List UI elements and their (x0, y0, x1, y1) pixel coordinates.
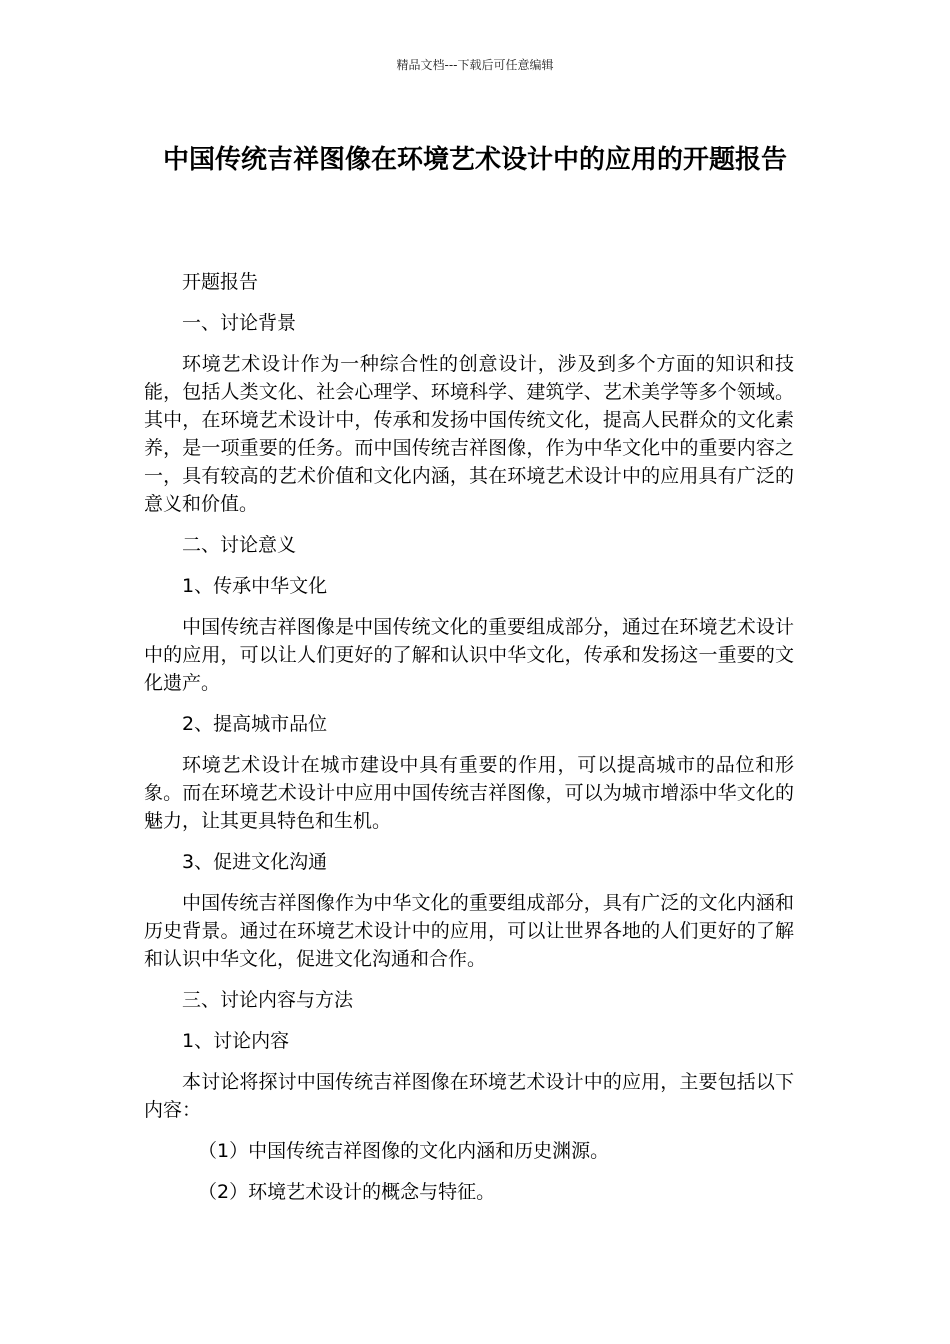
subsection-heading: 3、促进文化沟通 (182, 851, 328, 873)
header-note: 精品文档---下载后可任意编辑 (396, 58, 554, 72)
list-item: （2）环境艺术设计的概念与特征。 (198, 1181, 496, 1203)
body-paragraph: 中国传统吉祥图像是中国传统文化的重要组成部分，通过在环境艺术设计中的应用，可以让人们更好的了解和认识中华文化，传承和发扬这一重要的文化遗产。 (144, 616, 794, 694)
section-label: 开题报告 (182, 271, 259, 293)
body-paragraph: 本讨论将探讨中国传统吉祥图像在环境艺术设计中的应用，主要包括以下内容： (144, 1071, 794, 1121)
subsection-heading: 1、讨论内容 (182, 1030, 290, 1052)
section-heading: 二、讨论意义 (182, 534, 297, 556)
body-paragraph: 环境艺术设计在城市建设中具有重要的作用，可以提高城市的品位和形象。而在环境艺术设计中应用中国传统吉祥图像，可以为城市增添中华文化的魅力，让其更具特色和生机。 (144, 754, 794, 832)
body-paragraph: 中国传统吉祥图像作为中华文化的重要组成部分，具有广泛的文化内涵和历史背景。通过在环境艺术设计中的应用，可以让世界各地的人们更好的了解和认识中华文化，促进文化沟通和合作。 (144, 892, 794, 970)
subsection-heading: 1、传承中华文化 (182, 575, 328, 597)
body-paragraph: 环境艺术设计作为一种综合性的创意设计，涉及到多个方面的知识和技能，包括人类文化、社会心理学、环境科学、建筑学、艺术美学等多个领域。其中，在环境艺术设计中，传承和发扬中国传统文化，提高人民群众的文化素养，是一项重要的任务。而中国传统吉祥图像，作为中华文化中的重要内容之一，具有较高的艺术价值和文化内涵，其在环境艺术设计中的应用具有广泛的意义和价值。 (144, 353, 794, 515)
document-title: 中国传统吉祥图像在环境艺术设计中的应用的开题报告 (162, 145, 787, 175)
document-body (144, 268, 794, 1219)
list-item: （1）中国传统吉祥图像的文化内涵和历史渊源。 (198, 1140, 610, 1162)
subsection-heading: 2、提高城市品位 (182, 713, 328, 735)
section-heading: 一、讨论背景 (182, 312, 297, 334)
section-heading: 三、讨论内容与方法 (182, 989, 354, 1011)
